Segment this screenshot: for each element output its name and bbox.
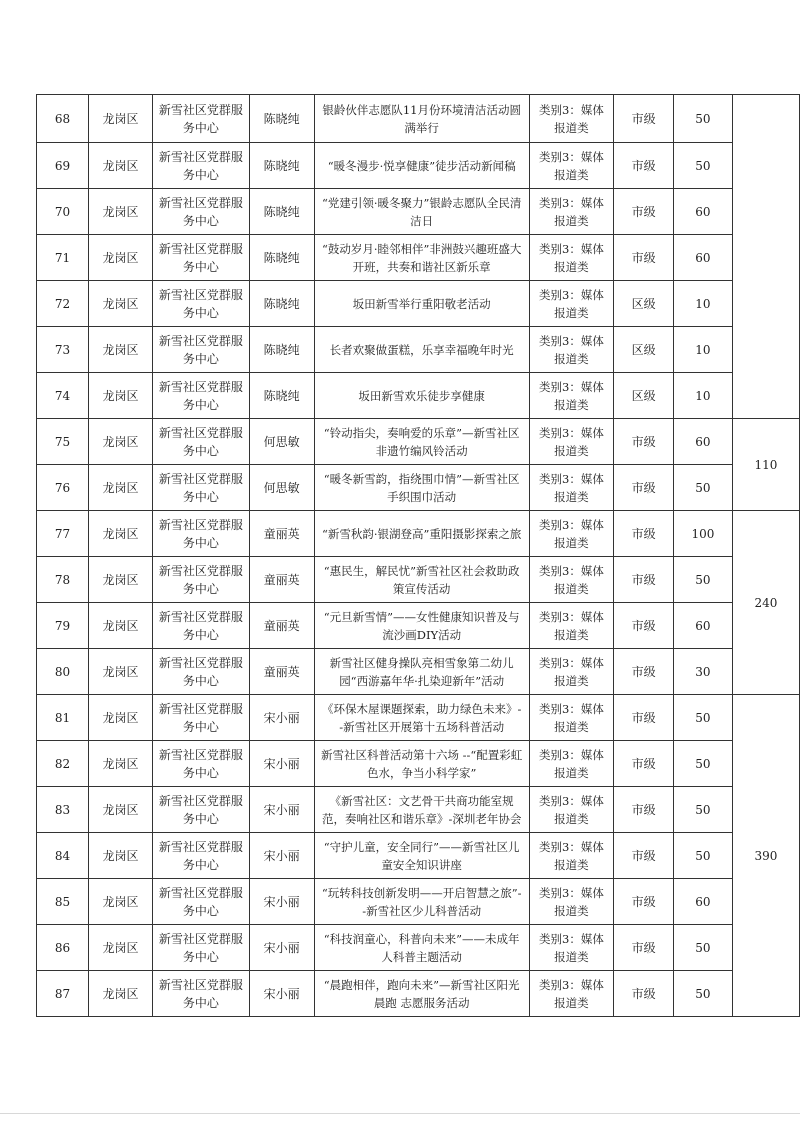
activity-title-cell: 《新雪社区：文艺骨干共商功能室规范，奏响社区和谐乐章》-深圳老年协会 [314, 787, 529, 833]
level-cell: 市级 [614, 649, 674, 695]
organization-cell: 新雪社区党群服务中心 [153, 419, 250, 465]
activity-title-cell: 银龄伙伴志愿队11月份环境清洁活动圆满举行 [314, 95, 529, 143]
score-cell: 100 [673, 511, 732, 557]
organization-cell: 新雪社区党群服务中心 [153, 189, 250, 235]
category-cell: 类别3：媒体报道类 [529, 465, 614, 511]
person-cell: 陈晓纯 [249, 189, 314, 235]
table-row [37, 925, 800, 971]
category-cell: 类别3：媒体报道类 [529, 879, 614, 925]
level-cell: 市级 [614, 95, 674, 143]
group-total-cell: 390 [732, 695, 799, 1017]
organization-cell: 新雪社区党群服务中心 [153, 327, 250, 373]
score-cell: 50 [673, 925, 732, 971]
table-row [37, 465, 800, 511]
page-bottom-rule [0, 1113, 800, 1114]
group-total-cell: 240 [732, 511, 799, 695]
category-cell: 类别3：媒体报道类 [529, 741, 614, 787]
level-cell: 市级 [614, 143, 674, 189]
table-row [37, 511, 800, 557]
table-row [37, 143, 800, 189]
category-cell: 类别3：媒体报道类 [529, 373, 614, 419]
activity-title-cell: 坂田新雪欢乐徒步享健康 [314, 373, 529, 419]
score-cell: 50 [673, 95, 732, 143]
organization-cell: 新雪社区党群服务中心 [153, 787, 250, 833]
score-cell: 50 [673, 143, 732, 189]
activity-title-cell: “党建引领·暖冬聚力”银龄志愿队全民清洁日 [314, 189, 529, 235]
organization-cell: 新雪社区党群服务中心 [153, 95, 250, 143]
level-cell: 市级 [614, 235, 674, 281]
level-cell: 市级 [614, 833, 674, 879]
category-cell: 类别3：媒体报道类 [529, 281, 614, 327]
score-cell: 10 [673, 281, 732, 327]
organization-cell: 新雪社区党群服务中心 [153, 649, 250, 695]
table-row [37, 189, 800, 235]
person-cell: 陈晓纯 [249, 373, 314, 419]
category-cell: 类别3：媒体报道类 [529, 925, 614, 971]
score-cell: 60 [673, 419, 732, 465]
organization-cell: 新雪社区党群服务中心 [153, 833, 250, 879]
level-cell: 市级 [614, 465, 674, 511]
row-number: 85 [37, 879, 89, 925]
person-cell: 陈晓纯 [249, 327, 314, 373]
row-number: 69 [37, 143, 89, 189]
table-row [37, 281, 800, 327]
district-cell: 龙岗区 [88, 465, 152, 511]
person-cell: 陈晓纯 [249, 281, 314, 327]
district-cell: 龙岗区 [88, 327, 152, 373]
activity-title-cell: “元旦新雪情”——女性健康知识普及与流沙画DIY活动 [314, 603, 529, 649]
row-number: 74 [37, 373, 89, 419]
organization-cell: 新雪社区党群服务中心 [153, 879, 250, 925]
table-row [37, 879, 800, 925]
activity-title-cell: “晨跑相伴，跑向未来”—新雪社区阳光晨跑 志愿服务活动 [314, 971, 529, 1017]
category-cell: 类别3：媒体报道类 [529, 189, 614, 235]
organization-cell: 新雪社区党群服务中心 [153, 925, 250, 971]
row-number: 72 [37, 281, 89, 327]
district-cell: 龙岗区 [88, 281, 152, 327]
table-row [37, 95, 800, 143]
category-cell: 类别3：媒体报道类 [529, 649, 614, 695]
district-cell: 龙岗区 [88, 833, 152, 879]
activity-title-cell: “守护儿童，安全同行”——新雪社区儿童安全知识讲座 [314, 833, 529, 879]
row-number: 80 [37, 649, 89, 695]
organization-cell: 新雪社区党群服务中心 [153, 603, 250, 649]
category-cell: 类别3：媒体报道类 [529, 833, 614, 879]
table-row [37, 833, 800, 879]
organization-cell: 新雪社区党群服务中心 [153, 741, 250, 787]
organization-cell: 新雪社区党群服务中心 [153, 511, 250, 557]
score-cell: 50 [673, 833, 732, 879]
organization-cell: 新雪社区党群服务中心 [153, 557, 250, 603]
level-cell: 市级 [614, 511, 674, 557]
category-cell: 类别3：媒体报道类 [529, 511, 614, 557]
person-cell: 何思敏 [249, 465, 314, 511]
person-cell: 宋小丽 [249, 879, 314, 925]
activity-title-cell: 《环保木屋课题探索，助力绿色未来》--新雪社区开展第十五场科普活动 [314, 695, 529, 741]
organization-cell: 新雪社区党群服务中心 [153, 373, 250, 419]
district-cell: 龙岗区 [88, 511, 152, 557]
activity-title-cell: “暖冬漫步·悦享健康”徒步活动新闻稿 [314, 143, 529, 189]
table-row [37, 557, 800, 603]
score-cell: 60 [673, 235, 732, 281]
category-cell: 类别3：媒体报道类 [529, 787, 614, 833]
table-row [37, 603, 800, 649]
row-number: 82 [37, 741, 89, 787]
table-row [37, 787, 800, 833]
document-page [36, 94, 800, 1017]
score-cell: 50 [673, 695, 732, 741]
group-total-cell [732, 95, 799, 419]
district-cell: 龙岗区 [88, 235, 152, 281]
person-cell: 童丽英 [249, 511, 314, 557]
level-cell: 市级 [614, 787, 674, 833]
person-cell: 宋小丽 [249, 787, 314, 833]
score-cell: 50 [673, 557, 732, 603]
table-row [37, 695, 800, 741]
person-cell: 宋小丽 [249, 925, 314, 971]
level-cell: 市级 [614, 879, 674, 925]
district-cell: 龙岗区 [88, 95, 152, 143]
organization-cell: 新雪社区党群服务中心 [153, 143, 250, 189]
level-cell: 区级 [614, 327, 674, 373]
row-number: 75 [37, 419, 89, 465]
activity-title-cell: “科技润童心，科普向未来”——未成年人科普主题活动 [314, 925, 529, 971]
level-cell: 市级 [614, 603, 674, 649]
district-cell: 龙岗区 [88, 925, 152, 971]
activity-title-cell: 新雪社区健身操队亮相雪象第二幼儿园“西游嘉年华·扎染迎新年”活动 [314, 649, 529, 695]
person-cell: 宋小丽 [249, 833, 314, 879]
row-number: 77 [37, 511, 89, 557]
category-cell: 类别3：媒体报道类 [529, 557, 614, 603]
activity-title-cell: “暖冬新雪韵，指绕围巾情”—新雪社区手织围巾活动 [314, 465, 529, 511]
organization-cell: 新雪社区党群服务中心 [153, 465, 250, 511]
level-cell: 区级 [614, 281, 674, 327]
score-cell: 10 [673, 373, 732, 419]
category-cell: 类别3：媒体报道类 [529, 95, 614, 143]
person-cell: 童丽英 [249, 603, 314, 649]
activity-title-cell: “鼓动岁月·睦邻相伴”非洲鼓兴趣班盛大开班，共奏和谐社区新乐章 [314, 235, 529, 281]
district-cell: 龙岗区 [88, 879, 152, 925]
level-cell: 市级 [614, 557, 674, 603]
row-number: 78 [37, 557, 89, 603]
level-cell: 市级 [614, 971, 674, 1017]
district-cell: 龙岗区 [88, 189, 152, 235]
category-cell: 类别3：媒体报道类 [529, 419, 614, 465]
district-cell: 龙岗区 [88, 557, 152, 603]
person-cell: 童丽英 [249, 649, 314, 695]
district-cell: 龙岗区 [88, 695, 152, 741]
person-cell: 宋小丽 [249, 971, 314, 1017]
activity-title-cell: 新雪社区科普活动第十六场 --“配置彩虹色水，争当小科学家” [314, 741, 529, 787]
category-cell: 类别3：媒体报道类 [529, 603, 614, 649]
score-cell: 50 [673, 787, 732, 833]
activity-title-cell: 坂田新雪举行重阳敬老活动 [314, 281, 529, 327]
score-cell: 50 [673, 971, 732, 1017]
activity-title-cell: “新雪秋韵·银湖登高”重阳摄影探索之旅 [314, 511, 529, 557]
table-row [37, 649, 800, 695]
person-cell: 陈晓纯 [249, 235, 314, 281]
table-row [37, 419, 800, 465]
organization-cell: 新雪社区党群服务中心 [153, 695, 250, 741]
table-row [37, 327, 800, 373]
row-number: 84 [37, 833, 89, 879]
district-cell: 龙岗区 [88, 143, 152, 189]
score-cell: 30 [673, 649, 732, 695]
organization-cell: 新雪社区党群服务中心 [153, 235, 250, 281]
district-cell: 龙岗区 [88, 787, 152, 833]
person-cell: 宋小丽 [249, 741, 314, 787]
category-cell: 类别3：媒体报道类 [529, 327, 614, 373]
score-cell: 60 [673, 189, 732, 235]
category-cell: 类别3：媒体报道类 [529, 143, 614, 189]
level-cell: 市级 [614, 695, 674, 741]
level-cell: 市级 [614, 741, 674, 787]
award-table [36, 94, 800, 1017]
row-number: 83 [37, 787, 89, 833]
score-cell: 10 [673, 327, 732, 373]
level-cell: 市级 [614, 925, 674, 971]
person-cell: 童丽英 [249, 557, 314, 603]
district-cell: 龙岗区 [88, 971, 152, 1017]
activity-title-cell: “惠民生，解民忧”新雪社区社会救助政策宣传活动 [314, 557, 529, 603]
table-row [37, 373, 800, 419]
level-cell: 区级 [614, 373, 674, 419]
district-cell: 龙岗区 [88, 373, 152, 419]
activity-title-cell: “玩转科技创新发明——开启智慧之旅”--新雪社区少儿科普活动 [314, 879, 529, 925]
level-cell: 市级 [614, 419, 674, 465]
table-row [37, 235, 800, 281]
row-number: 68 [37, 95, 89, 143]
table-row [37, 971, 800, 1017]
category-cell: 类别3：媒体报道类 [529, 235, 614, 281]
person-cell: 陈晓纯 [249, 143, 314, 189]
category-cell: 类别3：媒体报道类 [529, 971, 614, 1017]
district-cell: 龙岗区 [88, 649, 152, 695]
score-cell: 60 [673, 879, 732, 925]
row-number: 86 [37, 925, 89, 971]
person-cell: 何思敏 [249, 419, 314, 465]
row-number: 70 [37, 189, 89, 235]
score-cell: 50 [673, 741, 732, 787]
person-cell: 陈晓纯 [249, 95, 314, 143]
person-cell: 宋小丽 [249, 695, 314, 741]
row-number: 73 [37, 327, 89, 373]
level-cell: 市级 [614, 189, 674, 235]
district-cell: 龙岗区 [88, 419, 152, 465]
table-row [37, 741, 800, 787]
row-number: 87 [37, 971, 89, 1017]
score-cell: 50 [673, 465, 732, 511]
organization-cell: 新雪社区党群服务中心 [153, 971, 250, 1017]
organization-cell: 新雪社区党群服务中心 [153, 281, 250, 327]
category-cell: 类别3：媒体报道类 [529, 695, 614, 741]
row-number: 71 [37, 235, 89, 281]
activity-title-cell: 长者欢聚做蛋糕，乐享幸福晚年时光 [314, 327, 529, 373]
row-number: 76 [37, 465, 89, 511]
group-total-cell: 110 [732, 419, 799, 511]
district-cell: 龙岗区 [88, 741, 152, 787]
district-cell: 龙岗区 [88, 603, 152, 649]
score-cell: 60 [673, 603, 732, 649]
row-number: 79 [37, 603, 89, 649]
activity-title-cell: “铃动指尖，奏响爱的乐章”—新雪社区非遗竹编风铃活动 [314, 419, 529, 465]
row-number: 81 [37, 695, 89, 741]
